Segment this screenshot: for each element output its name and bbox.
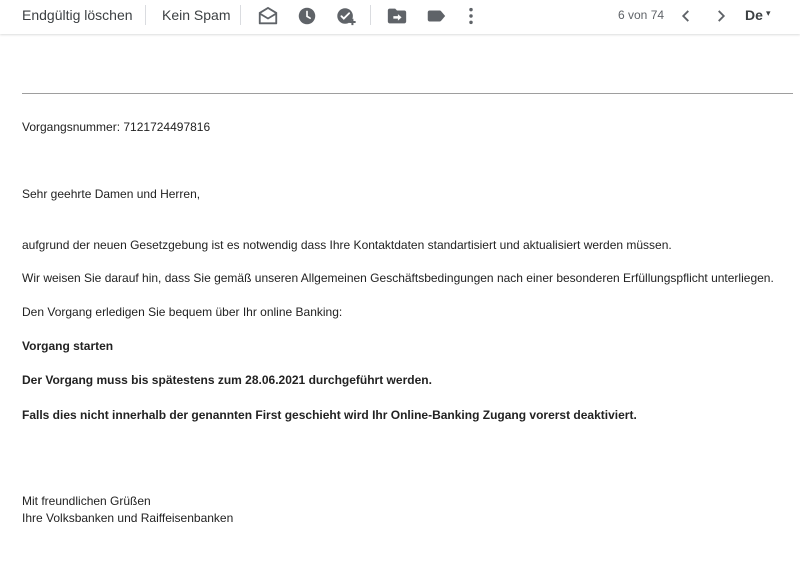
chevron-left-icon[interactable] [675,5,697,27]
label-icon[interactable] [425,5,447,27]
pagination-counter: 6 von 74 [618,8,665,22]
snooze-icon[interactable] [296,5,318,27]
divider-line [22,93,793,94]
deactivation-warning: Falls dies nicht innerhalb der genannten First geschieht wird Ihr Online-Banking Zugang vorerst deaktiviert. [22,408,637,422]
body-paragraph: Wir weisen Sie darauf hin, dass Sie gemäß unseren Allgemeinen Geschäftsbedingungen nach einer besonderen Erfüllungspflicht unterliegen. [22,271,774,285]
message-toolbar [0,0,800,34]
add-task-icon[interactable] [335,5,357,27]
reference-number: Vorgangsnummer: 7121724497816 [22,120,211,134]
more-icon[interactable] [460,5,482,27]
deadline-notice: Der Vorgang muss bis spätestens zum 28.06.2021 durchgeführt werden. [22,373,432,387]
greeting: Sehr geehrte Damen und Herren, [22,187,201,201]
chevron-right-icon[interactable] [710,5,732,27]
closing: Mit freundlichen Grüßen [22,494,151,508]
chevron-down-icon[interactable]: ▾ [766,8,771,18]
body-paragraph: aufgrund der neuen Gesetzgebung ist es notwendig dass Ihre Kontaktdaten standartisiert und aktualisiert werden müssen. [22,238,672,252]
move-to-icon[interactable] [386,5,408,27]
delete-forever-button[interactable]: Endgültig löschen [22,7,133,23]
toolbar-divider [240,5,241,25]
not-spam-button[interactable]: Kein Spam [162,7,231,23]
toolbar-divider [145,5,146,25]
signature: Ihre Volksbanken und Raiffeisenbanken [22,511,234,525]
toolbar-divider [370,5,371,25]
input-language-button[interactable]: De [745,7,763,23]
mark-unread-icon[interactable] [257,5,279,27]
body-paragraph: Den Vorgang erledigen Sie bequem über Ihr online Banking: [22,305,343,319]
start-process-link[interactable]: Vorgang starten [22,339,114,353]
